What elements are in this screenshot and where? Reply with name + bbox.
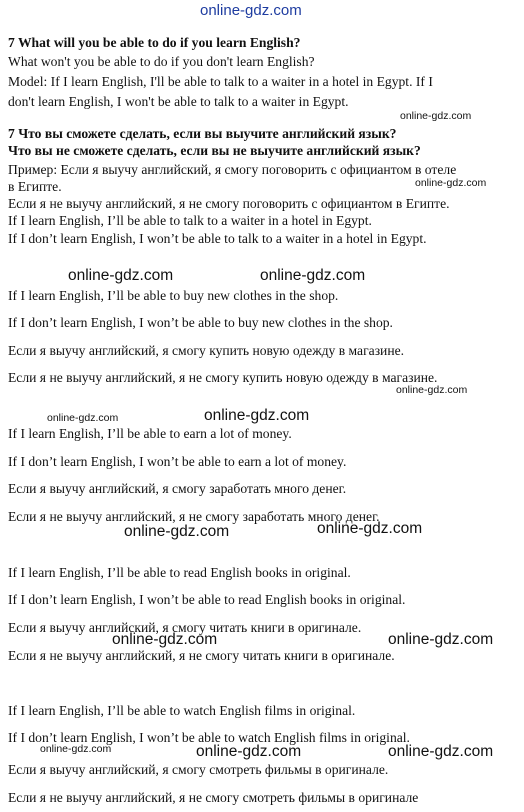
watermark: online-gdz.com (388, 631, 494, 648)
answer-en-yes: If I learn English, I’ll be able to watch English films in original. (8, 703, 356, 718)
watermark: online-gdz.com (68, 267, 174, 284)
example-line-2: в Египте. (8, 179, 62, 194)
answer-en-yes: If I learn English, I’ll be able to earn a lot of money. (8, 426, 292, 441)
answer-ru-yes: Если я выучу английский, я смогу заработать много денег. (8, 481, 347, 496)
watermark: online-gdz.com (260, 267, 366, 284)
exercise-question-en: What won't you be able to do if you don't learn English? (8, 54, 315, 69)
answer-ru-no: Если я не выучу английский, я не смогу купить новую одежду в магазине. (8, 370, 438, 385)
answer-en-no: If I don’t learn English, I won’t be able to earn a lot of money. (8, 454, 347, 469)
watermark: online-gdz.com (204, 407, 310, 424)
answer-ru-yes: Если я выучу английский, я смогу купить новую одежду в магазине. (8, 343, 405, 358)
site-watermark-top: online-gdz.com (200, 2, 302, 19)
watermark-small: online-gdz.com (47, 412, 119, 424)
answer-en-yes: If I learn English, I’ll be able to buy new clothes in the shop. (8, 288, 339, 303)
example-line-1: Пример: Если я выучу английский, я смогу поговорить с официантом в отеле (8, 162, 457, 177)
answer-en-no: If I don’t learn English, I won’t be able to buy new clothes in the shop. (8, 315, 393, 330)
answer-ru-no: Если я не выучу английский, я не смогу смотреть фильмы в оригинале (8, 790, 419, 805)
example-line-5: If I don’t learn English, I won’t be able to talk to a waiter in a hotel in Egypt. (8, 231, 427, 246)
answer-en-no: If I don’t learn English, I won’t be able to read English books in original. (8, 592, 406, 607)
watermark: online-gdz.com (196, 743, 302, 760)
watermark: online-gdz.com (112, 631, 218, 648)
answer-ru-no: Если я не выучу английский, я не смогу читать книги в оригинале. (8, 648, 395, 663)
watermark-small: online-gdz.com (40, 743, 112, 755)
watermark: online-gdz.com (124, 523, 230, 540)
watermark-small: online-gdz.com (415, 177, 487, 189)
example-line-3: Если я не выучу английский, я не смогу поговорить с официантом в Египте. (8, 196, 450, 211)
answer-ru-yes: Если я выучу английский, я смогу смотреть фильмы в оригинале. (8, 762, 389, 777)
watermark: online-gdz.com (388, 743, 494, 760)
answer-ru-yes: Если я выучу английский, я смогу читать книги в оригинале. (8, 620, 362, 635)
example-line-4: If I learn English, I’ll be able to talk to a waiter in a hotel in Egypt. (8, 213, 372, 228)
exercise-title-ru: 7 Что вы сможете сделать, если вы выучите английский язык? (8, 126, 397, 141)
answer-ru-no: Если я не выучу английский, я не смогу заработать много денег. (8, 509, 380, 524)
exercise-question-ru: Что вы не сможете сделать, если вы не выучите английский язык? (8, 143, 421, 158)
watermark-small: online-gdz.com (396, 384, 468, 396)
watermark-small: online-gdz.com (400, 110, 472, 122)
answer-en-yes: If I learn English, I’ll be able to read English books in original. (8, 565, 351, 580)
watermark: online-gdz.com (317, 520, 423, 537)
exercise-title-en: 7 What will you be able to do if you learn English? (8, 35, 301, 50)
answer-en-no: If I don’t learn English, I won’t be able to watch English films in original. (8, 730, 410, 745)
model-line-2: don't learn English, I won't be able to talk to a waiter in Egypt. (8, 94, 349, 109)
model-line-1: Model: If I learn English, I'll be able to talk to a waiter in a hotel in Egypt. If I (8, 74, 433, 89)
